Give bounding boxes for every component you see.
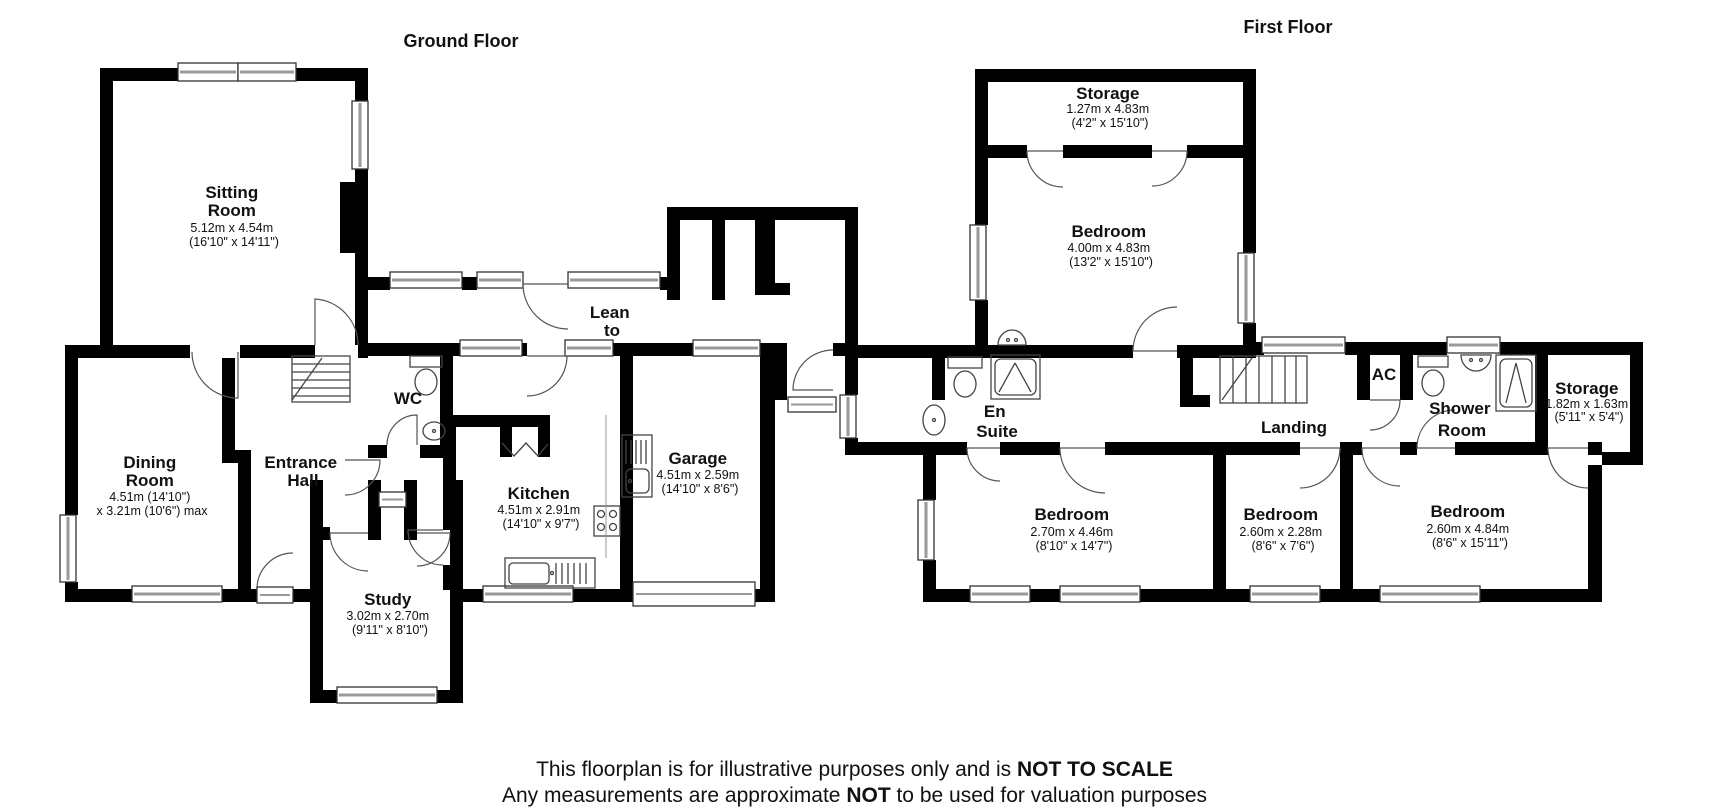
window (1447, 337, 1500, 353)
window (568, 272, 660, 288)
ground-floor-title: Ground Floor (403, 31, 519, 51)
wall (1105, 442, 1300, 455)
wall (538, 427, 550, 457)
room-label-lean-to: Lean to (589, 303, 630, 340)
wall (65, 345, 78, 515)
wall (368, 277, 390, 290)
window (1238, 253, 1254, 323)
wall (222, 589, 257, 602)
window (693, 340, 760, 356)
labels-layer (96, 17, 1632, 637)
wall (833, 343, 845, 356)
wall (1243, 69, 1256, 253)
disclaimer-line-1: This floorplan is for illustrative purposes only and is NOT TO SCALE (536, 758, 1173, 781)
wall (1455, 442, 1548, 455)
wall (760, 343, 787, 400)
rear-door (379, 492, 406, 507)
window (1262, 337, 1345, 353)
door-arc (330, 533, 368, 571)
door-arc (967, 448, 1000, 481)
room-label-en-suite: En Suite (976, 402, 1018, 441)
wall (1320, 589, 1380, 602)
wall (1243, 323, 1256, 348)
room-label-ac: AC (1371, 365, 1397, 384)
door-arc (1362, 448, 1400, 486)
first-floor-title: First Floor (1243, 17, 1333, 37)
room-label-storage-right: Storage 1.82m x 1.63m (5'11" x 5'4") (1545, 379, 1629, 424)
wall (988, 145, 1027, 158)
window (352, 101, 368, 169)
wall (845, 345, 858, 395)
room-label-wc: WC (393, 389, 423, 408)
wall (450, 480, 463, 703)
wall (1480, 589, 1602, 602)
window (970, 225, 986, 300)
wall (667, 207, 680, 300)
window (460, 340, 522, 356)
window (1380, 586, 1480, 602)
window (60, 515, 76, 582)
wall (975, 345, 1133, 358)
disclaimer-line-2: Any measurements are approximate NOT to be used for valuation purposes (501, 784, 1208, 807)
room-label-dining: Dining Room 4.51m (14'10") x 3.21m (10'6") max (96, 453, 208, 518)
window (132, 586, 222, 602)
wall (238, 463, 251, 589)
room-label-garage: Garage 4.51m x 2.59m (14'10" x 8'6") (656, 449, 740, 496)
door-arc (527, 356, 567, 396)
wall (355, 253, 368, 345)
wall (1357, 345, 1370, 400)
room-label-bedroom-left: Bedroom 2.70m x 4.46m (8'10" x 14'7") (1030, 505, 1114, 553)
wall (975, 69, 1256, 82)
toilet-icon (1418, 356, 1448, 396)
room-label-landing: Landing (1260, 418, 1328, 437)
room-label-bedroom-main: Bedroom 4.00m x 4.83m (13'2" x 15'10") (1067, 222, 1153, 269)
wall (667, 207, 858, 220)
garage-door (633, 582, 755, 606)
wall (462, 277, 477, 290)
room-label-kitchen: Kitchen 4.51m x 2.91m (14'10" x 9'7") (497, 484, 581, 531)
wall (932, 358, 945, 400)
side-door-threshold (788, 397, 836, 412)
wall (573, 589, 620, 602)
window (477, 272, 523, 288)
room-label-sitting: Sitting Room 5.12m x 4.54m (16'10" x 14'11") (189, 183, 279, 249)
stove-icon (594, 506, 620, 536)
door-arc (257, 553, 293, 589)
door-arc (1548, 448, 1588, 488)
wall (712, 220, 725, 300)
wall (1140, 589, 1250, 602)
door-arc (1027, 151, 1063, 187)
wall (1400, 345, 1413, 400)
wall (222, 358, 235, 450)
wall (310, 690, 337, 703)
wall (222, 450, 251, 463)
door-arc (793, 350, 833, 390)
toilet-icon (948, 357, 982, 397)
wall (633, 343, 693, 356)
door-arc (387, 415, 417, 445)
wall (845, 345, 975, 358)
wall (755, 283, 790, 295)
window (178, 63, 238, 81)
wall (1187, 145, 1243, 158)
window (337, 687, 437, 703)
wall (293, 589, 310, 602)
window (918, 500, 934, 560)
wall (1063, 145, 1152, 158)
wall (310, 480, 323, 703)
stairs-icon (1220, 356, 1307, 403)
window (1250, 586, 1320, 602)
room-label-entrance-hall: Entrance Hall (264, 453, 338, 490)
door-arc (1300, 448, 1340, 488)
wall (1340, 455, 1353, 589)
wall (358, 345, 368, 358)
door-arc (1060, 448, 1105, 493)
wall (100, 345, 190, 358)
door-arc (1370, 400, 1400, 430)
disclaimer (0, 757, 1709, 809)
door-arc (1152, 151, 1187, 186)
room-label-bedroom-right: Bedroom 2.60m x 4.84m (8'6" x 15'11") (1426, 502, 1510, 550)
window (840, 395, 856, 438)
basin-icon (923, 405, 945, 435)
wall (923, 589, 970, 602)
kitchen-sink-icon (505, 558, 595, 588)
wall (1340, 442, 1362, 455)
wall (613, 343, 620, 356)
wall (355, 68, 368, 103)
wall (845, 442, 923, 455)
window (565, 340, 613, 356)
wall (340, 182, 368, 253)
wall (368, 480, 381, 540)
door-arc (315, 299, 358, 345)
wall (65, 589, 132, 602)
shower-icon (991, 355, 1040, 399)
window (970, 586, 1030, 602)
wall (437, 690, 463, 703)
wall (975, 300, 988, 348)
basin-icon (1461, 355, 1491, 371)
room-label-study: Study 3.02m x 2.70m (9'11" x 8'10") (346, 590, 430, 637)
window (238, 63, 296, 81)
door-arc (523, 284, 568, 329)
wall (355, 168, 368, 183)
wall (1030, 589, 1060, 602)
wall (1180, 395, 1210, 407)
wall (923, 442, 936, 500)
wall (1213, 455, 1226, 589)
front-door (257, 587, 293, 603)
room-label-storage-top: Storage 1.27m x 4.83m (4'2" x 15'10") (1066, 84, 1150, 130)
wall (1588, 442, 1602, 455)
window (390, 272, 462, 288)
wall (760, 400, 775, 602)
wall (1400, 442, 1417, 455)
wall (404, 480, 417, 540)
door-arc (1133, 307, 1177, 351)
wall (368, 445, 387, 458)
wall (1500, 342, 1643, 355)
wall (660, 277, 667, 290)
wall (443, 415, 550, 427)
window (1060, 586, 1140, 602)
shower-icon (1496, 355, 1536, 411)
wall (522, 343, 527, 356)
room-label-shower-room: Shower Room (1429, 399, 1491, 440)
wall (1588, 465, 1602, 602)
wall (975, 69, 988, 225)
door-arc (417, 533, 450, 566)
basin-icon (998, 330, 1026, 345)
wall (1000, 442, 1060, 455)
room-label-bedroom-middle: Bedroom 2.60m x 2.28m (8'6" x 7'6") (1239, 505, 1323, 553)
wall (100, 68, 113, 345)
stairs-icon (292, 356, 350, 402)
